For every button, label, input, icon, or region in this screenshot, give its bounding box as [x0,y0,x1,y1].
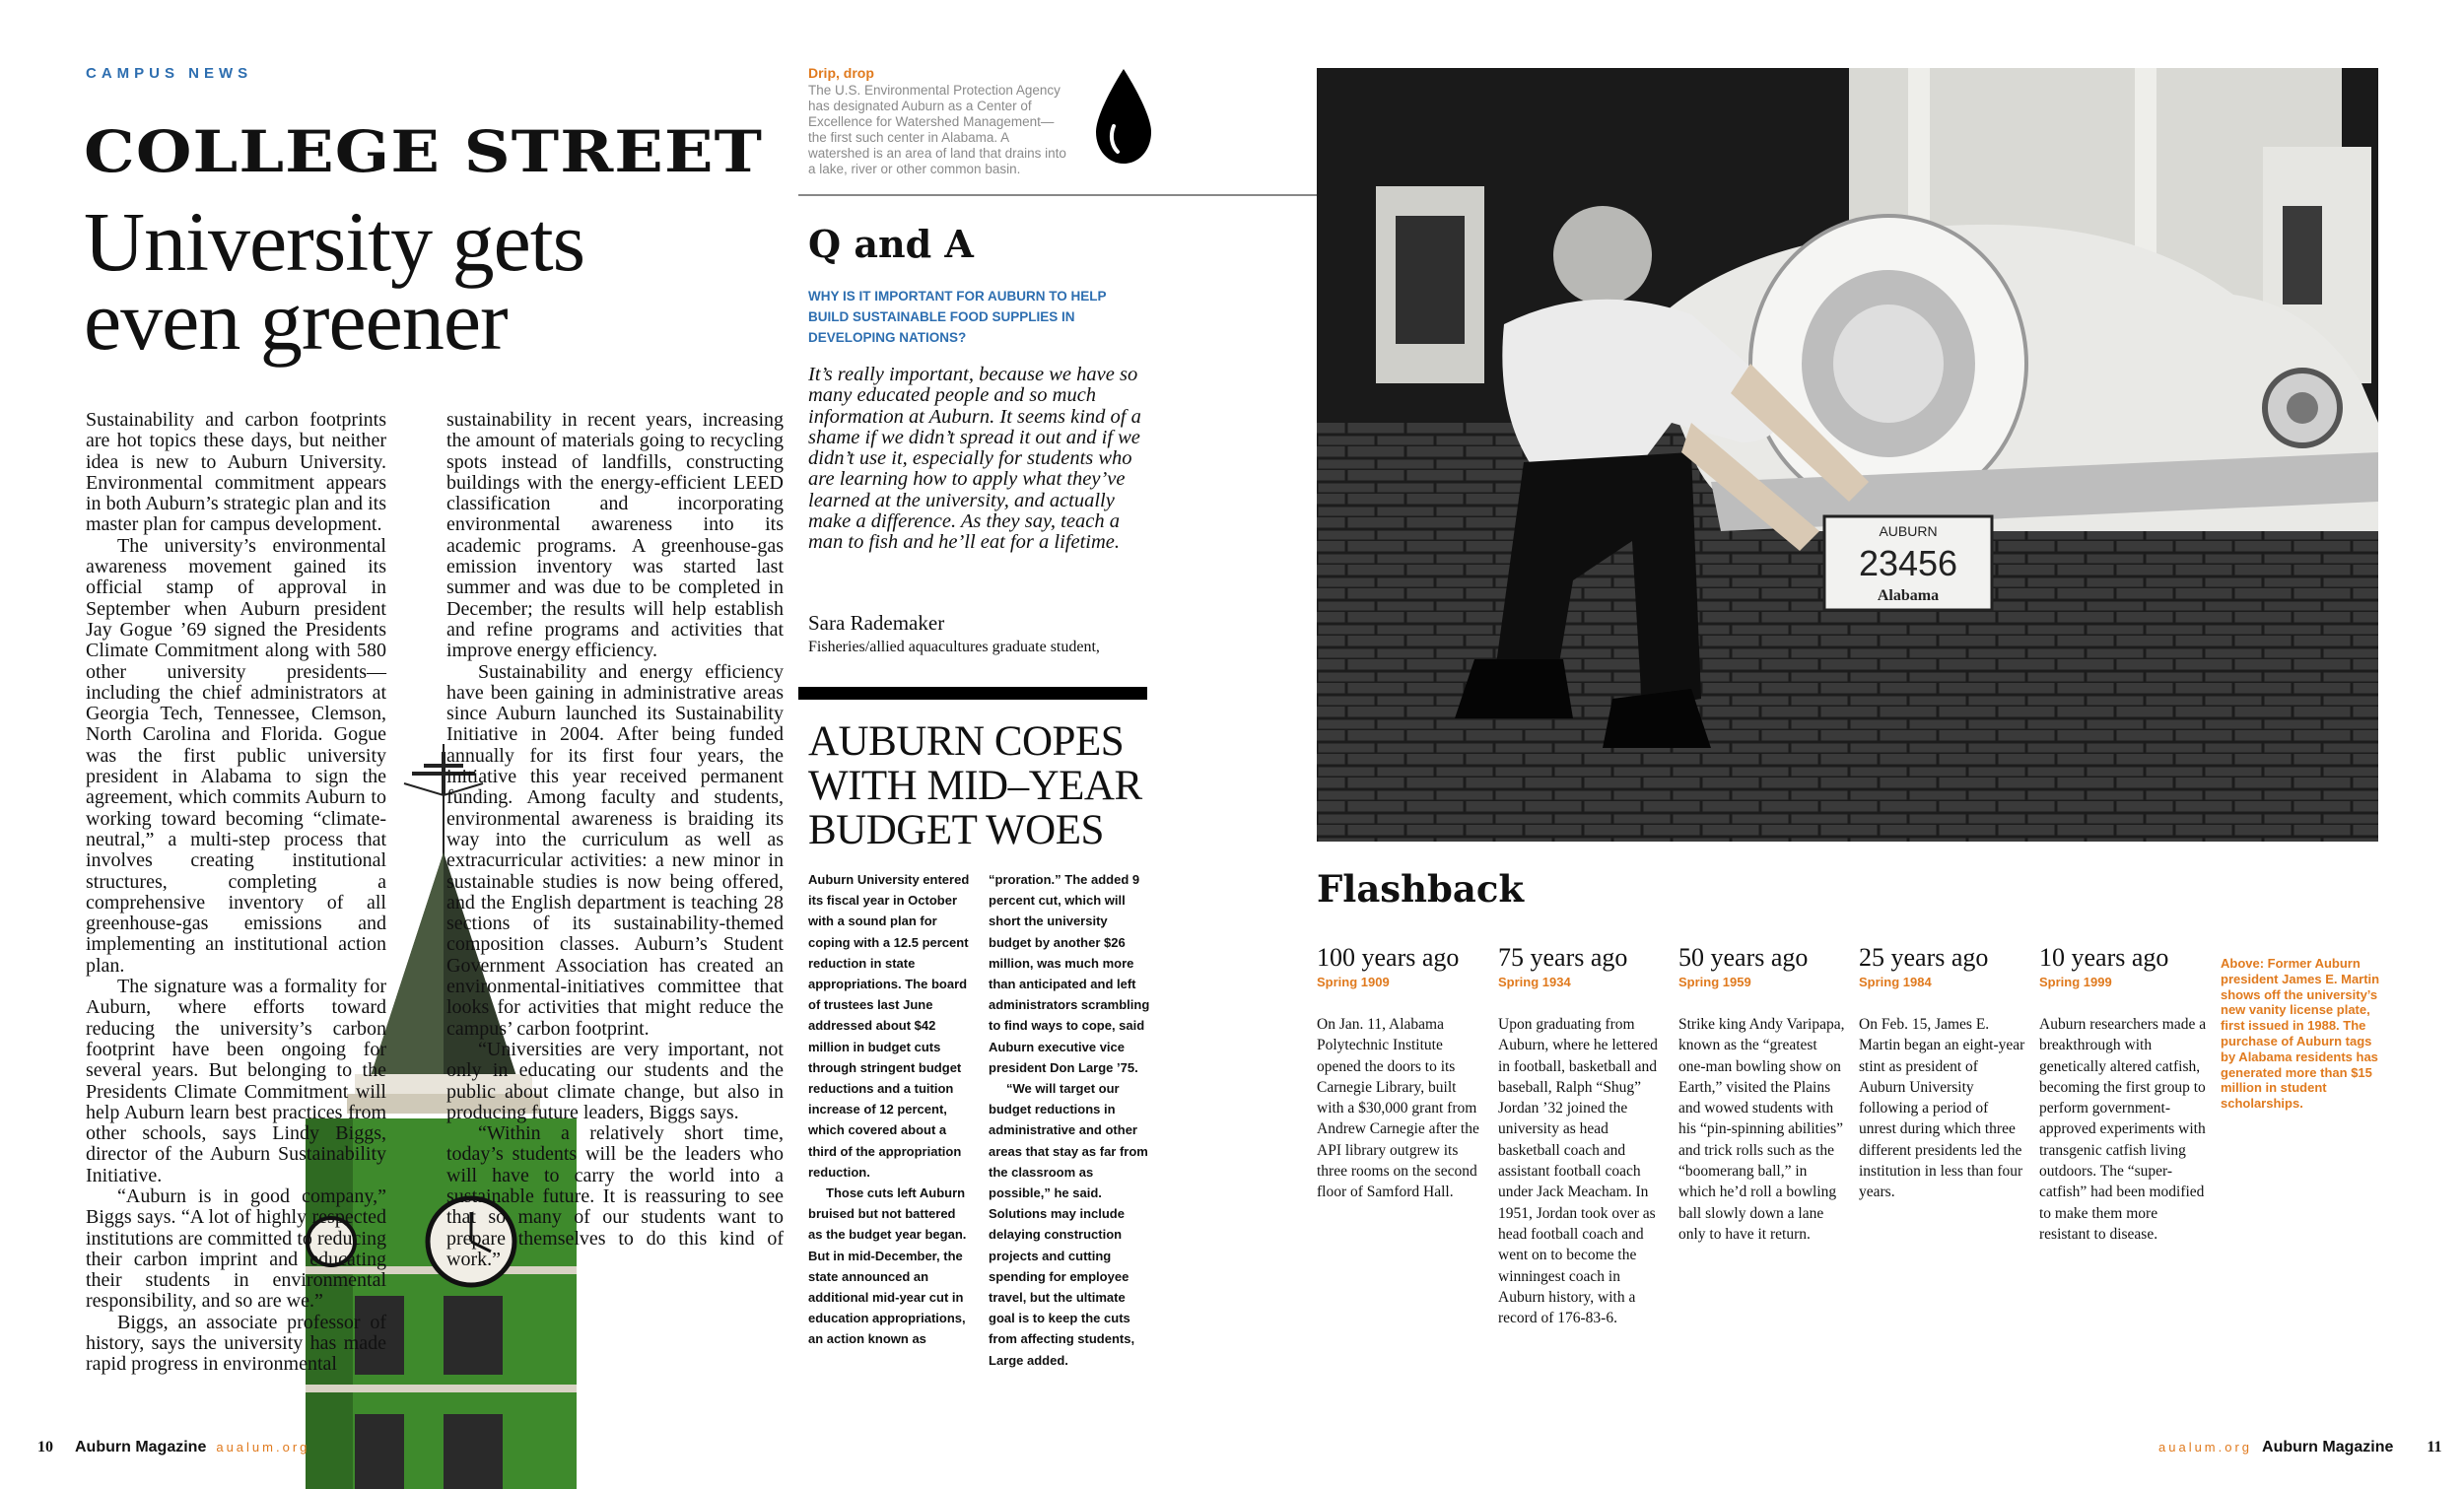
flashback-year: 10 years ago [2039,943,2169,972]
flashback-text: On Jan. 11, Alabama Polytechnic Institute opened the doors to its Carnegie Library, built with a $30,000 grant from Andrew Carnegie after the API library outgrew its three rooms on the second floor of Samford Hall. [1317,1016,1479,1201]
section-divider [798,194,1317,196]
article-paragraph: The university’s environmental awareness movement gained its official stamp of approval in September when Auburn president Jay Gogue ’69 signed the Presidents Climate Commitment along with 580 other university presidents—including the chief administrators at Georgia Tech, Tennessee, Clemson, North Carolina and Florida. Gogue was the first public university president in Alabama to sign the agreement, which commits Auburn to working toward becoming “climate-neutral,” a multi-step process that involves creating institutional structures, completing a comprehensive inventory of all greenhouse-gas emissions and implementing an institutional action plan. [86,534,386,977]
flashback-year: 25 years ago [1859,943,1989,972]
qa-role: Fisheries/allied aquacultures graduate student, [808,639,1100,655]
flashback-item [1498,944,1666,1328]
flashback-season: Spring 1999 [2039,975,2112,989]
flashback-year: 100 years ago [1317,943,1460,972]
qa-question: WHY IS IT IMPORTANT FOR AUBURN TO HELP BUILD SUSTAINABLE FOOD SUPPLIES IN DEVELOPING NATIONS? [808,289,1107,345]
flashback-text: Strike king Andy Varipapa, known as the “greatest one-man bowling show on Earth,” visited the Plains and wowed students with his “pin-spinning abilities” and trick rolls such as the “boomerang ball,” in which he’d roll a bowling ball slowly down a lane only to have it return. [1678,1016,1845,1243]
section-title: COLLEGE STREET [84,118,764,185]
flashback-item [1678,944,1846,1245]
flashback-year: 75 years ago [1498,943,1628,972]
drip-text: The U.S. Environmental Protection Agency has designated Auburn as a Center of Excellence for Watershed Management—the first such center in Alabama. A watershed is an area of land that drains into a lake, river or other common basin. [808,83,1066,176]
article-column-2 [446,410,784,1270]
magazine-name: Auburn Magazine [75,1439,207,1455]
article-paragraph: “Universities are very important, not only in educating our students and the public about climate change, but also in producing future leaders, Biggs says. [446,1038,784,1123]
flashback-season: Spring 1909 [1317,975,1390,989]
article-paragraph: Biggs, an associate professor of history, says the university has made rapid progress in environmental [86,1311,386,1376]
flashback-text: Upon graduating from Auburn, where he lettered in football, basketball and baseball, Ralph “Shug” Jordan ’32 joined the university as head basketball coach and assistant football coach under Jack Meacham. In 1951, Jordan took over as head football coach and went on to become the winningest coach in Auburn history, with a record of 176-83-6. [1498,1016,1658,1327]
flashback-text: On Feb. 15, James E. Martin began an eight-year stint as president of Auburn University following a period of unrest during which three different presidents led the institution in less than four years. [1859,1016,2025,1201]
page-number: 10 [37,1439,53,1455]
budget-paragraph: Those cuts left Auburn bruised but not battered as the budget year began. But in mid-December, the state announced an additional mid-year cut in education appropriations, an action known as [808,1185,967,1347]
flashback-year: 50 years ago [1678,943,1809,972]
footer-url: aualum.org [2158,1440,2253,1455]
article-paragraph: The signature was a formality for Auburn, where efforts toward reducing the university’s carbon footprint have been ongoing for several years. But belonging to the Presidents Climate Commitment will help Auburn learn best practices from other schools, says Lindy Biggs, director of the Auburn Sustainability Initiative. [86,976,386,1186]
article-headline [84,194,793,368]
flashback-season: Spring 1934 [1498,975,1571,989]
right-footer [2158,1439,2442,1456]
headline-line-1: University gets [84,194,585,289]
article-paragraph: “Within a relatively short time, today’s students will be the leaders who will have to carry the world into a sustainable future. It is reassuring to see that so many of our students want to prepare themselves to do this kind of work.” [446,1122,784,1270]
flashback-season: Spring 1984 [1859,975,1932,989]
drip-title: Drip, drop [808,65,874,81]
budget-column-2 [989,869,1151,1371]
photo-caption: Above: Former Auburn president James E. Martin shows off the university’s new vanity license plate, first issued in 1988. The purchase of Auburn tags by Alabama residents has generated more than $15 million in student scholarships. [2221,956,2380,1112]
article-column-1 [86,410,386,1376]
budget-bar-rule [798,687,1147,700]
left-footer [37,1439,309,1456]
qa-answer: It’s really important, because we have so many educated people and so much information at Auburn. It seems kind of a shame if we didn’t spread it out and if we didn’t use it, especially for students who are learning how to apply what they’ve learned at the university, and actually make a difference. As they say, teach a man to fish and he’ll eat for a lifetime. [808,364,1141,554]
flashback-title: Flashback [1317,867,1525,911]
footer-url: aualum.org [216,1440,310,1455]
budget-paragraph: “We will target our budget reductions in administrative and other areas that stay as far from the classroom as possible,” he said. Solutions may include delaying construction projects and cutting spending for employee travel, but the ultimate goal is to keep the cuts from affecting students, Large added. [989,1081,1148,1368]
plate-state-text: Alabama [1877,587,1940,604]
budget-column-1 [808,869,971,1350]
flashback-item [1317,944,1484,1203]
article-paragraph: Sustainability and carbon footprints are hot topics these days, but neither idea is new to Auburn University. Environmental commitment appears in both Auburn’s strategic plan and its master plan for campus development. [86,409,386,536]
flashback-text: Auburn researchers made a breakthrough with genetically altered catfish, becoming the first group to perform government-approved experiments with transgenic catfish living outdoors. The “super-catfish” had been modified to make them more resistant to disease. [2039,1016,2207,1243]
section-kicker: CAMPUS NEWS [86,65,253,82]
budget-paragraph: “proration.” The added 9 percent cut, which will short the university budget by another $26 million, was much more than anticipated and left administrators scrambling to find ways to cope, said Auburn executive vice president Don Large ’75. [989,872,1150,1075]
plate-top-text: AUBURN [1879,523,1938,539]
flashback-item [2039,944,2207,1245]
budget-paragraph: Auburn University entered its fiscal year in October with a sound plan for coping with a 12.5 percent reduction in state appropriations. The board of trustees last June addressed about $42 million in budget cuts through stringent budget reductions and a tuition increase of 12 percent, which covered about a third of the appropriation reduction. [808,872,970,1180]
qa-title: Q and A [808,222,974,266]
plate-number-text: 23456 [1858,543,1958,583]
headline-line-2: even greener [84,273,508,368]
budget-headline: AUBURN COPES WITH MID–YEAR BUDGET WOES [808,718,1142,853]
magazine-name: Auburn Magazine [2262,1439,2394,1455]
flashback-photo [1317,68,2378,842]
qa-name: Sara Rademaker [808,611,945,635]
article-paragraph: Sustainability and energy efficiency have been gaining in administrative areas since Auburn launched its Sustainability Initiative in 2004. After being funded annually for its first four years, the initiative this year received permanent funding. Among faculty and students, environmental awareness is braiding its way into the curriculum as well as extracurricular activities: a new minor in sustainable studies is now being offered, and the English department is teaching 28 sections of its sustainability-themed composition classes. Auburn’s Student Government Association has created an environmental-initiatives committee that looks for activities that might reduce the campus’ carbon footprint. [446,660,784,1040]
flashback-item [1859,944,2026,1203]
article-paragraph: sustainability in recent years, increasing the amount of materials going to recycling spots instead of landfills, constructing buildings with the energy-efficient LEED classification and incorporating environmental awareness into its academic programs. A greenhouse-gas emission inventory was started last summer and was due to be completed in December; the results will help establish and refine programs and activities that improve energy efficiency. [446,409,784,662]
page-number: 11 [2427,1439,2442,1455]
water-drop-icon [1094,67,1153,166]
article-paragraph: “Auburn is in good company,” Biggs says. “A lot of highly respected institutions are committed to reducing their carbon imprint and educating their students in environmental responsibility, and so are we.” [86,1184,386,1313]
flashback-season: Spring 1959 [1678,975,1751,989]
